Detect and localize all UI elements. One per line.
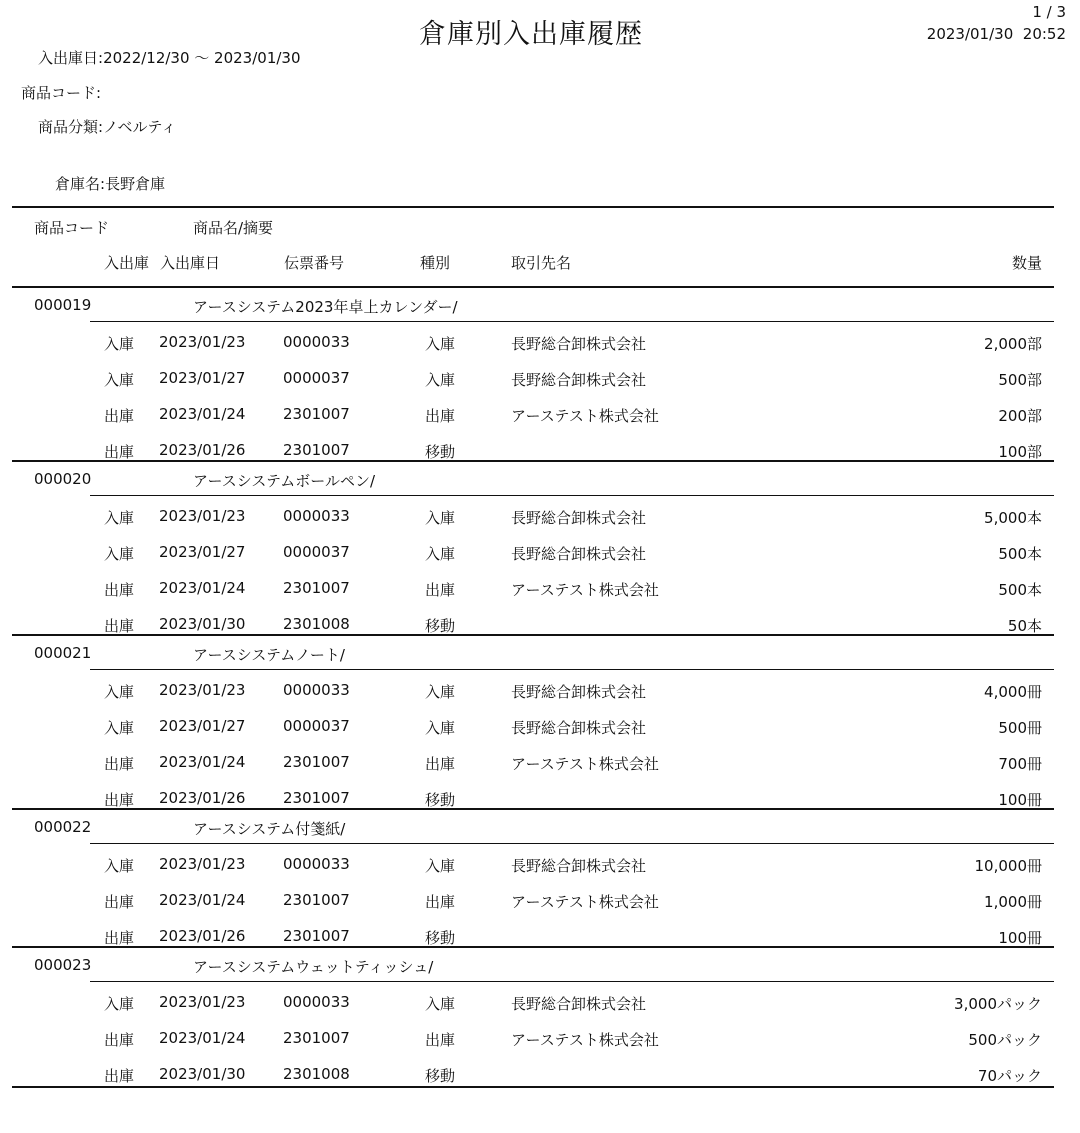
type-cell: 移動	[425, 929, 456, 947]
partner-cell: 長野総合卸株式会社	[511, 545, 647, 563]
header-row-2	[0, 252, 1080, 272]
category-filter-value: ノベルティ	[103, 118, 177, 136]
product-code: 000020	[34, 470, 92, 488]
partner-cell: 長野総合卸株式会社	[511, 371, 647, 389]
type-cell: 移動	[425, 1067, 456, 1085]
partner-cell: 長野総合卸株式会社	[511, 335, 647, 353]
slip-cell: 0000037	[283, 717, 350, 735]
io-cell: 入庫	[104, 545, 135, 563]
table-row	[0, 1029, 1080, 1049]
table-row	[0, 891, 1080, 911]
group-separator	[12, 460, 1054, 462]
category-filter	[38, 116, 176, 137]
table-row	[0, 855, 1080, 875]
table-row	[0, 441, 1080, 461]
io-cell: 出庫	[104, 443, 135, 461]
date-cell: 2023/01/24	[159, 1029, 246, 1047]
io-cell: 入庫	[104, 683, 135, 701]
date-filter-label: 入出庫日:	[38, 49, 104, 67]
table-row	[0, 507, 1080, 527]
col-header-partner: 取引先名	[511, 254, 572, 272]
date-cell: 2023/01/26	[159, 927, 246, 945]
product-code: 000023	[34, 956, 92, 974]
partner-cell: 長野総合卸株式会社	[511, 857, 647, 875]
io-cell: 入庫	[104, 995, 135, 1013]
partner-cell: 長野総合卸株式会社	[511, 719, 647, 737]
date-cell: 2023/01/23	[159, 993, 246, 1011]
group-subrule	[90, 669, 1054, 670]
table-row	[0, 789, 1080, 809]
io-cell: 出庫	[104, 929, 135, 947]
slip-cell: 2301007	[283, 405, 350, 423]
qty-cell: 100部	[998, 443, 1042, 461]
qty-cell: 2,000部	[984, 335, 1042, 353]
partner-cell: 長野総合卸株式会社	[511, 995, 647, 1013]
group-separator	[12, 286, 1054, 288]
report-bottom-rule	[12, 1086, 1054, 1088]
product-code: 000021	[34, 644, 92, 662]
product-name: アースシステム2023年卓上カレンダー/	[193, 298, 458, 316]
product-code-filter	[21, 82, 101, 103]
date-cell: 2023/01/26	[159, 441, 246, 459]
io-cell: 入庫	[104, 509, 135, 527]
type-cell: 出庫	[425, 407, 456, 425]
category-filter-label: 商品分類:	[38, 118, 104, 136]
group-separator	[12, 808, 1054, 810]
type-cell: 移動	[425, 443, 456, 461]
col-header-date: 入出庫日	[160, 254, 221, 272]
type-cell: 入庫	[425, 545, 456, 563]
table-row	[0, 579, 1080, 599]
slip-cell: 2301008	[283, 1065, 350, 1083]
date-filter-value: 2022/12/30 ～ 2023/01/30	[103, 49, 301, 67]
qty-cell: 100冊	[998, 929, 1042, 947]
qty-cell: 70パック	[977, 1067, 1042, 1085]
io-cell: 出庫	[104, 407, 135, 425]
partner-cell: アーステスト株式会社	[511, 407, 659, 425]
slip-cell: 2301007	[283, 927, 350, 945]
slip-cell: 0000037	[283, 543, 350, 561]
qty-cell: 4,000冊	[984, 683, 1042, 701]
slip-cell: 0000033	[283, 855, 350, 873]
slip-cell: 0000033	[283, 681, 350, 699]
qty-cell: 10,000冊	[974, 857, 1042, 875]
table-row	[0, 369, 1080, 389]
date-cell: 2023/01/30	[159, 615, 246, 633]
type-cell: 入庫	[425, 857, 456, 875]
product-name: アースシステムボールペン/	[193, 472, 376, 490]
type-cell: 入庫	[425, 509, 456, 527]
table-row	[0, 927, 1080, 947]
slip-cell: 2301007	[283, 441, 350, 459]
header-top-rule	[12, 206, 1054, 208]
header-row-1	[0, 217, 1080, 237]
partner-cell: 長野総合卸株式会社	[511, 683, 647, 701]
io-cell: 入庫	[104, 335, 135, 353]
warehouse-filter-value: 長野倉庫	[105, 175, 166, 193]
type-cell: 入庫	[425, 371, 456, 389]
io-cell: 出庫	[104, 581, 135, 599]
product-code-filter-label: 商品コード:	[21, 84, 102, 102]
slip-cell: 2301007	[283, 789, 350, 807]
product-name: アースシステム付箋紙/	[193, 820, 346, 838]
type-cell: 移動	[425, 791, 456, 809]
slip-cell: 0000037	[283, 369, 350, 387]
product-group-header	[0, 644, 1080, 664]
qty-cell: 500部	[998, 371, 1042, 389]
col-header-qty: 数量	[1011, 254, 1042, 272]
product-name: アースシステムノート/	[193, 646, 345, 664]
qty-cell: 700冊	[998, 755, 1042, 773]
qty-cell: 3,000パック	[954, 995, 1042, 1013]
group-subrule	[90, 495, 1054, 496]
date-cell: 2023/01/24	[159, 891, 246, 909]
date-cell: 2023/01/24	[159, 579, 246, 597]
type-cell: 入庫	[425, 335, 456, 353]
qty-cell: 100冊	[998, 791, 1042, 809]
io-cell: 入庫	[104, 857, 135, 875]
io-cell: 入庫	[104, 371, 135, 389]
date-cell: 2023/01/23	[159, 855, 246, 873]
product-name: アースシステムウェットティッシュ/	[193, 958, 434, 976]
io-cell: 出庫	[104, 1067, 135, 1085]
partner-cell: アーステスト株式会社	[511, 1031, 659, 1049]
printed-at: 2023/01/30 20:52	[926, 25, 1066, 43]
io-cell: 出庫	[104, 791, 135, 809]
qty-cell: 1,000冊	[984, 893, 1042, 911]
type-cell: 入庫	[425, 719, 456, 737]
qty-cell: 50本	[1007, 617, 1042, 635]
slip-cell: 2301008	[283, 615, 350, 633]
date-cell: 2023/01/30	[159, 1065, 246, 1083]
slip-cell: 0000033	[283, 333, 350, 351]
qty-cell: 200部	[998, 407, 1042, 425]
slip-cell: 0000033	[283, 993, 350, 1011]
qty-cell: 500本	[998, 545, 1042, 563]
product-group-header	[0, 818, 1080, 838]
warehouse-filter-label: 倉庫名:	[55, 175, 106, 193]
col-header-type: 種別	[420, 254, 451, 272]
io-cell: 入庫	[104, 719, 135, 737]
table-row	[0, 681, 1080, 701]
slip-cell: 2301007	[283, 753, 350, 771]
table-row	[0, 615, 1080, 635]
qty-cell: 500冊	[998, 719, 1042, 737]
table-row	[0, 1065, 1080, 1085]
product-group-header	[0, 296, 1080, 316]
type-cell: 移動	[425, 617, 456, 635]
qty-cell: 500本	[998, 581, 1042, 599]
group-subrule	[90, 981, 1054, 982]
io-cell: 出庫	[104, 1031, 135, 1049]
table-row	[0, 333, 1080, 353]
date-cell: 2023/01/27	[159, 717, 246, 735]
table-row	[0, 717, 1080, 737]
type-cell: 入庫	[425, 995, 456, 1013]
partner-cell: アーステスト株式会社	[511, 755, 659, 773]
col-header-name: 商品名/摘要	[193, 219, 274, 237]
product-group-header	[0, 956, 1080, 976]
date-cell: 2023/01/24	[159, 753, 246, 771]
type-cell: 出庫	[425, 755, 456, 773]
date-cell: 2023/01/23	[159, 333, 246, 351]
product-code: 000019	[34, 296, 92, 314]
date-cell: 2023/01/23	[159, 507, 246, 525]
qty-cell: 5,000本	[984, 509, 1042, 527]
io-cell: 出庫	[104, 617, 135, 635]
product-group-header	[0, 470, 1080, 490]
table-row	[0, 543, 1080, 563]
type-cell: 出庫	[425, 1031, 456, 1049]
col-header-code: 商品コード	[34, 219, 110, 237]
date-cell: 2023/01/26	[159, 789, 246, 807]
slip-cell: 2301007	[283, 579, 350, 597]
page-number: 1 / 3	[1032, 3, 1066, 21]
col-header-io: 入出庫	[104, 254, 150, 272]
group-subrule	[90, 843, 1054, 844]
group-separator	[12, 634, 1054, 636]
slip-cell: 2301007	[283, 891, 350, 909]
group-separator	[12, 946, 1054, 948]
table-row	[0, 753, 1080, 773]
partner-cell: 長野総合卸株式会社	[511, 509, 647, 527]
type-cell: 入庫	[425, 683, 456, 701]
table-row	[0, 405, 1080, 425]
table-row	[0, 993, 1080, 1013]
date-cell: 2023/01/24	[159, 405, 246, 423]
partner-cell: アーステスト株式会社	[511, 893, 659, 911]
slip-cell: 2301007	[283, 1029, 350, 1047]
product-code: 000022	[34, 818, 92, 836]
date-filter	[38, 47, 301, 68]
date-cell: 2023/01/23	[159, 681, 246, 699]
slip-cell: 0000033	[283, 507, 350, 525]
group-subrule	[90, 321, 1054, 322]
type-cell: 出庫	[425, 581, 456, 599]
qty-cell: 500パック	[968, 1031, 1042, 1049]
date-cell: 2023/01/27	[159, 369, 246, 387]
date-cell: 2023/01/27	[159, 543, 246, 561]
col-header-slip: 伝票番号	[284, 254, 345, 272]
io-cell: 出庫	[104, 755, 135, 773]
io-cell: 出庫	[104, 893, 135, 911]
partner-cell: アーステスト株式会社	[511, 581, 659, 599]
report-title: 倉庫別入出庫履歴	[419, 19, 643, 50]
type-cell: 出庫	[425, 893, 456, 911]
warehouse-filter	[55, 173, 165, 194]
